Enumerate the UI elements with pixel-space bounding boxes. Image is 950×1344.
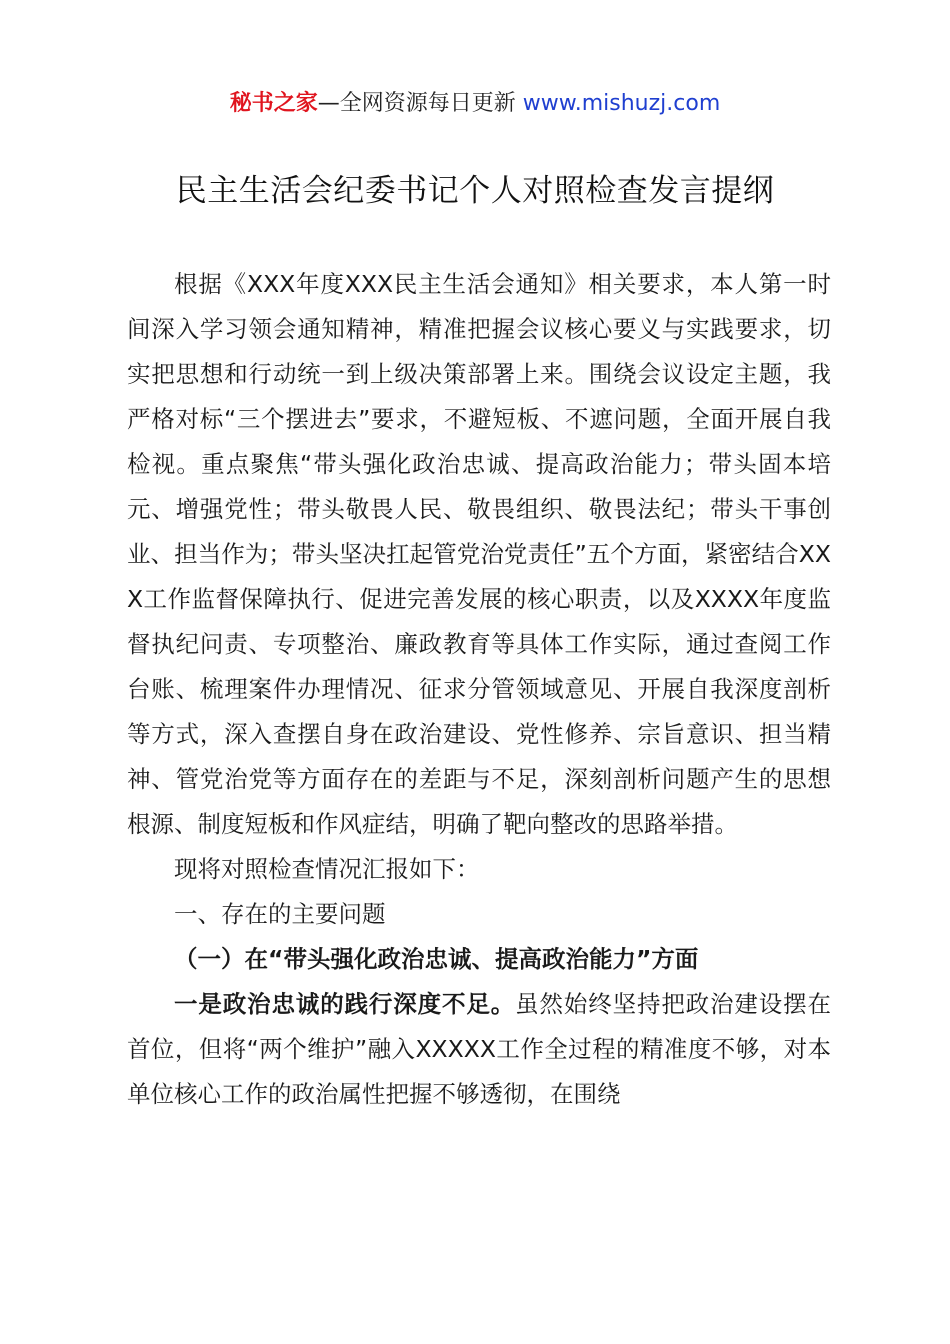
point-paragraph	[127, 982, 831, 1117]
document-title: 民主生活会纪委书记个人对照检查发言提纲	[175, 173, 775, 209]
subsection-heading: （一）在“带头强化政治忠诚、提高政治能力”方面	[174, 945, 699, 973]
intro-paragraph: 根据《XXX年度XXX民主生活会通知》相关要求，本人第一时间深入学习领会通知精神，精准把握会议核心要义与实践要求，切实把思想和行动统一到上级决策部署上来。围绕会议设定主题，我严格对标“三个摆进去”要求，不避短板、不遮问题，全面开展自我检视。重点聚焦“带头强化政治忠诚、提高政治能力；带头固本培元、增强党性；带头敬畏人民、敬畏组织、敬畏法纪；带头干事创业、担当作为；带头坚决扛起管党治党责任”五个方面，紧密结合XXX工作监督保障执行、促进完善发展的核心职责，以及XXXX年度监督执纪问责、专项整治、廉政教育等具体工作实际，通过查阅工作台账、梳理案件办理情况、征求分管领域意见、开展自我深度剖析等方式，深入查摆自身在政治建设、党性修养、宗旨意识、担当精神、管党治党等方面存在的差距与不足，深刻剖析问题产生的思想根源、制度短板和作风症结，明确了靶向整改的思路举措。	[127, 270, 831, 838]
document-body	[127, 262, 831, 1117]
site-brand: 秘书之家	[229, 91, 318, 116]
point-lead: 一是政治忠诚的践行深度不足。	[174, 990, 516, 1018]
report-intro-paragraph: 现将对照检查情况汇报如下：	[174, 855, 480, 883]
site-slogan: —全网资源每日更新	[317, 91, 516, 116]
section-heading: 一、存在的主要问题	[174, 900, 386, 928]
point-text: 虽然始终坚持把政治建设摆在首位，但将“两个维护”融入XXXXX工作全过程的精准度不够，对本单位核心工作的政治属性把握不够透彻，在围绕	[127, 990, 832, 1108]
site-url-link[interactable]: www.mishuzj.com	[522, 91, 721, 116]
site-banner	[0, 88, 950, 120]
